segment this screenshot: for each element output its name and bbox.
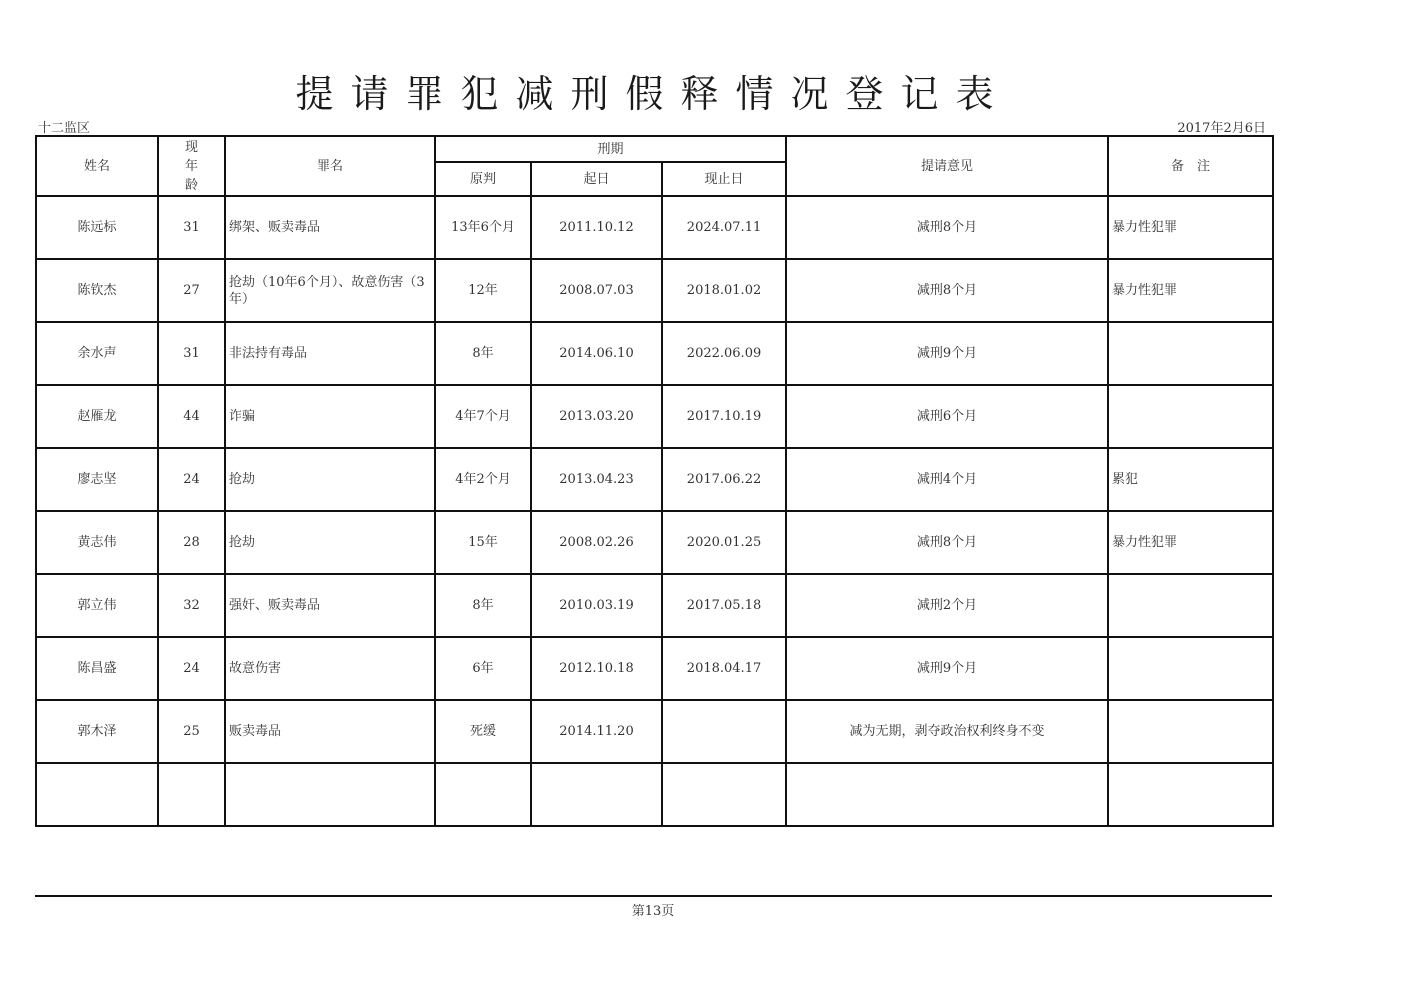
cell-opinion: 减刑6个月 <box>786 385 1108 448</box>
table-row <box>36 259 1273 322</box>
cell-original: 13年6个月 <box>435 196 531 259</box>
cell-start: 2008.02.26 <box>531 511 662 574</box>
header-end: 现止日 <box>662 162 786 196</box>
cell-original: 6年 <box>435 637 531 700</box>
cell-remarks <box>1108 322 1273 385</box>
form-date: 2017年2月6日 <box>1177 121 1266 136</box>
cell-crime: 贩卖毒品 <box>225 700 435 763</box>
cell-original <box>435 763 531 826</box>
cell-opinion: 减为无期，剥夺政治权利终身不变 <box>786 700 1108 763</box>
cell-crime: 绑架、贩卖毒品 <box>225 196 435 259</box>
cell-opinion: 减刑8个月 <box>786 511 1108 574</box>
cell-age: 24 <box>158 448 225 511</box>
cell-crime: 诈骗 <box>225 385 435 448</box>
header-remarks: 备 注 <box>1108 136 1273 196</box>
table-row <box>36 322 1273 385</box>
cell-crime: 故意伤害 <box>225 637 435 700</box>
cell-age: 32 <box>158 574 225 637</box>
cell-start <box>531 763 662 826</box>
table-row <box>36 448 1273 511</box>
cell-end: 2017.05.18 <box>662 574 786 637</box>
cell-opinion: 减刑9个月 <box>786 322 1108 385</box>
cell-age: 28 <box>158 511 225 574</box>
cell-name: 郭立伟 <box>36 574 158 637</box>
form-title: 提请罪犯减刑假释情况登记表 <box>295 72 1011 116</box>
cell-opinion: 减刑8个月 <box>786 259 1108 322</box>
cell-age: 31 <box>158 196 225 259</box>
header-age-char-3: 龄 <box>184 177 198 193</box>
cell-crime: 强奸、贩卖毒品 <box>225 574 435 637</box>
header-age-char-1: 现 <box>184 139 198 155</box>
table-row <box>36 574 1273 637</box>
header-opinion: 提请意见 <box>786 136 1108 196</box>
cell-crime: 非法持有毒品 <box>225 322 435 385</box>
cell-end: 2020.01.25 <box>662 511 786 574</box>
cell-remarks <box>1108 763 1273 826</box>
cell-start: 2013.04.23 <box>531 448 662 511</box>
cell-start: 2014.06.10 <box>531 322 662 385</box>
cell-remarks: 暴力性犯罪 <box>1108 259 1273 322</box>
header-crime: 罪名 <box>225 136 435 196</box>
cell-original: 8年 <box>435 322 531 385</box>
cell-age <box>158 763 225 826</box>
cell-original: 4年7个月 <box>435 385 531 448</box>
header-age <box>158 136 225 196</box>
header-age-char-2: 年 <box>184 158 198 174</box>
header-sentence-group: 刑期 <box>435 136 786 162</box>
cell-start: 2013.03.20 <box>531 385 662 448</box>
cell-name: 廖志坚 <box>36 448 158 511</box>
cell-end <box>662 700 786 763</box>
cell-end: 2024.07.11 <box>662 196 786 259</box>
header-start: 起日 <box>531 162 662 196</box>
cell-remarks: 累犯 <box>1108 448 1273 511</box>
cell-name: 陈钦杰 <box>36 259 158 322</box>
register-table <box>35 135 1274 827</box>
cell-end: 2018.01.02 <box>662 259 786 322</box>
header-name: 姓名 <box>36 136 158 196</box>
cell-crime: 抢劫（10年6个月）、故意伤害（3年） <box>225 259 435 322</box>
cell-name: 黄志伟 <box>36 511 158 574</box>
page-number: 第13页 <box>631 904 675 919</box>
cell-start: 2012.10.18 <box>531 637 662 700</box>
table-row <box>36 385 1273 448</box>
cell-age: 27 <box>158 259 225 322</box>
cell-age: 31 <box>158 322 225 385</box>
cell-crime: 抢劫 <box>225 511 435 574</box>
table-row <box>36 637 1273 700</box>
cell-name: 陈昌盛 <box>36 637 158 700</box>
cell-end: 2017.10.19 <box>662 385 786 448</box>
cell-crime: 抢劫 <box>225 448 435 511</box>
cell-age: 24 <box>158 637 225 700</box>
table-row <box>36 700 1273 763</box>
header-original: 原判 <box>435 162 531 196</box>
cell-remarks: 暴力性犯罪 <box>1108 196 1273 259</box>
department-label: 十二监区 <box>38 121 91 136</box>
cell-opinion: 减刑8个月 <box>786 196 1108 259</box>
cell-age: 44 <box>158 385 225 448</box>
cell-end: 2022.06.09 <box>662 322 786 385</box>
cell-remarks <box>1108 385 1273 448</box>
cell-opinion <box>786 763 1108 826</box>
cell-name: 余水声 <box>36 322 158 385</box>
cell-original: 12年 <box>435 259 531 322</box>
cell-remarks <box>1108 700 1273 763</box>
cell-opinion: 减刑9个月 <box>786 637 1108 700</box>
cell-remarks <box>1108 574 1273 637</box>
cell-original: 8年 <box>435 574 531 637</box>
cell-age: 25 <box>158 700 225 763</box>
header-row-1 <box>36 136 1273 162</box>
cell-opinion: 减刑2个月 <box>786 574 1108 637</box>
cell-remarks <box>1108 637 1273 700</box>
cell-start: 2010.03.19 <box>531 574 662 637</box>
footer-divider <box>35 895 1272 897</box>
cell-start: 2011.10.12 <box>531 196 662 259</box>
table-row <box>36 511 1273 574</box>
cell-end: 2018.04.17 <box>662 637 786 700</box>
cell-name: 陈远标 <box>36 196 158 259</box>
cell-original: 死缓 <box>435 700 531 763</box>
cell-end: 2017.06.22 <box>662 448 786 511</box>
cell-original: 4年2个月 <box>435 448 531 511</box>
cell-end <box>662 763 786 826</box>
table-row <box>36 196 1273 259</box>
cell-name: 赵雁龙 <box>36 385 158 448</box>
table-row <box>36 763 1273 826</box>
cell-start: 2008.07.03 <box>531 259 662 322</box>
cell-name <box>36 763 158 826</box>
cell-crime <box>225 763 435 826</box>
cell-remarks: 暴力性犯罪 <box>1108 511 1273 574</box>
cell-start: 2014.11.20 <box>531 700 662 763</box>
cell-name: 郭木泽 <box>36 700 158 763</box>
cell-original: 15年 <box>435 511 531 574</box>
cell-opinion: 减刑4个月 <box>786 448 1108 511</box>
